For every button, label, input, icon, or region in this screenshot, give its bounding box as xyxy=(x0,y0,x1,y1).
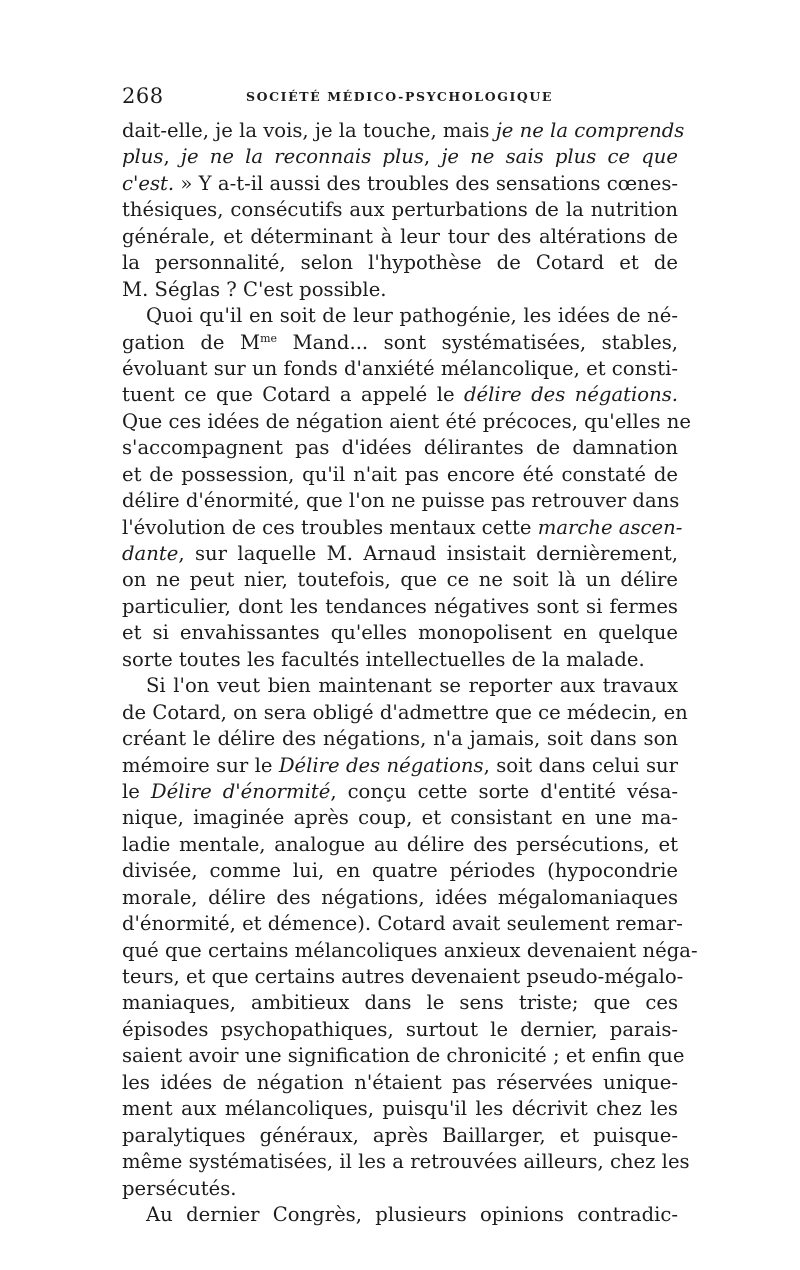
text-segment: gation de M xyxy=(122,330,261,354)
text-segment: mémoire sur le xyxy=(122,753,279,777)
text-line xyxy=(122,224,678,250)
text-segment: générale, et déterminant à leur tour des altérations de xyxy=(122,224,678,248)
text-segment: ment aux mélancoliques, puisqu'il les décrivit chez les xyxy=(122,1097,678,1121)
text-line xyxy=(122,171,678,197)
text-segment: paralytiques généraux, après Baillarger, et puisque- xyxy=(122,1123,678,1147)
text-line xyxy=(122,911,683,937)
italic-text: c'est. xyxy=(122,171,175,195)
text-line xyxy=(122,382,678,408)
text-segment: sorte toutes les facultés intellectuelles de la malade. xyxy=(122,647,645,671)
text-line xyxy=(122,620,678,646)
text-segment: thésiques, consécutifs aux perturbations de la nutrition xyxy=(122,198,678,222)
italic-text: dante xyxy=(122,542,179,565)
book-page xyxy=(122,84,698,1228)
text-segment: , conçu cette sorte d'entité vésa- xyxy=(330,779,679,803)
italic-text: Délire des négations xyxy=(278,753,484,777)
text-line xyxy=(122,964,684,990)
italic-text: je ne la reconnais plus xyxy=(180,145,424,169)
text-segment: , sur laquelle M. Arnaud insistait dernièrement, xyxy=(178,542,678,565)
text-line xyxy=(122,1202,678,1228)
text-line xyxy=(122,700,688,726)
text-line xyxy=(122,462,678,488)
text-line xyxy=(122,144,678,170)
text-line xyxy=(122,1149,690,1175)
text-line xyxy=(122,567,678,593)
text-line xyxy=(122,541,678,567)
text-segment: qué que certains mélancoliques anxieux devenaient néga- xyxy=(122,938,698,962)
text-segment: même systématisées, il les a retrouvées ailleurs, chez les xyxy=(122,1150,690,1174)
text-segment: Que ces idées de négation aient été précoces, qu'elles ne xyxy=(122,409,691,433)
text-segment: délire d'énormité, que l'on ne puisse pas retrouver dans xyxy=(122,489,680,513)
text-segment: la personnalité, selon l'hypothèse de Cotard et de xyxy=(122,251,678,275)
text-segment: ladie mentale, analogue au délire des persécutions, et xyxy=(122,832,678,856)
text-line xyxy=(122,726,678,752)
text-segment: on ne peut nier, toutefois, que ce ne soit là un délire xyxy=(122,568,678,592)
text-line xyxy=(122,832,678,858)
text-segment: Au dernier Congrès, plusieurs opinions contradic- xyxy=(146,1202,678,1226)
text-line xyxy=(122,409,691,435)
text-segment: l'évolution de ces troubles mentaux cette xyxy=(122,515,538,539)
text-segment: créant le délire des négations, n'a jamais, soit dans son xyxy=(122,727,678,751)
text-segment: M. Séglas ? C'est possible. xyxy=(122,277,387,301)
text-line xyxy=(122,647,678,673)
text-line xyxy=(122,990,678,1016)
text-line xyxy=(122,197,678,223)
text-line xyxy=(122,673,678,699)
text-line xyxy=(122,753,678,779)
italic-text: je ne la comprends xyxy=(495,119,685,142)
text-segment: maniaques, ambitieux dans le sens triste; que ces xyxy=(122,991,678,1015)
page-number: 268 xyxy=(122,84,164,108)
italic-text: Délire d'énormité xyxy=(150,779,331,803)
text-segment: , xyxy=(423,145,442,169)
body-text xyxy=(122,118,698,1228)
superscript: me xyxy=(260,331,278,345)
text-segment: , soit dans celui sur xyxy=(483,753,678,777)
text-line xyxy=(122,1096,678,1122)
text-line xyxy=(122,435,678,461)
text-line xyxy=(122,277,678,303)
text-line xyxy=(122,938,698,964)
text-line xyxy=(122,250,678,276)
text-segment: Quoi qu'il en soit de leur pathogénie, les idées de né- xyxy=(146,304,678,328)
italic-text: je ne sais plus ce que xyxy=(441,145,678,169)
text-segment: saient avoir une signification de chronicité ; et enfin que xyxy=(122,1044,685,1068)
text-segment: teurs, et que certains autres devenaient pseudo-mégalo- xyxy=(122,965,684,988)
text-line xyxy=(122,779,678,805)
text-line xyxy=(122,885,678,911)
text-segment: Mand... sont systématisées, stables, xyxy=(277,330,678,354)
text-line xyxy=(122,1123,678,1149)
text-segment: de Cotard, on sera obligé d'admettre que ce médecin, en xyxy=(122,700,688,724)
text-segment: épisodes psychopathiques, surtout le dernier, parais- xyxy=(122,1017,678,1041)
text-line xyxy=(122,805,678,831)
text-line xyxy=(122,330,678,356)
text-segment: morale, délire des négations, idées mégalomaniaques xyxy=(122,885,678,909)
text-line xyxy=(122,488,678,514)
text-line xyxy=(122,1043,685,1069)
text-segment: évoluant sur un fonds d'anxiété mélancolique, et consti- xyxy=(122,356,678,380)
text-line xyxy=(122,1017,678,1043)
text-line xyxy=(122,303,678,329)
text-line xyxy=(122,594,678,620)
text-segment: , xyxy=(163,145,181,169)
text-segment: nique, imaginée après coup, et consistant en une ma- xyxy=(122,806,678,830)
italic-text: plus xyxy=(122,145,164,169)
text-segment: et si envahissantes qu'elles monopolisent en quelque xyxy=(122,621,678,645)
text-segment: Si l'on veut bien maintenant se reporter aux travaux xyxy=(146,674,678,698)
text-segment: le xyxy=(122,779,151,803)
text-segment: divisée, comme lui, en quatre périodes (hypocondrie xyxy=(122,859,678,883)
text-line xyxy=(122,356,678,382)
running-title: SOCIÉTÉ MÉDICO-PSYCHOLOGIQUE xyxy=(246,89,554,104)
text-line xyxy=(122,118,685,144)
text-line xyxy=(122,515,683,541)
text-segment: les idées de négation n'étaient pas réservées unique- xyxy=(122,1070,678,1094)
italic-text: délire des négations. xyxy=(464,383,679,407)
text-segment: » Y a-t-il aussi des troubles des sensations cœnes- xyxy=(174,171,678,195)
running-header xyxy=(122,84,678,110)
text-line xyxy=(122,1176,678,1202)
text-line xyxy=(122,1070,678,1096)
text-segment: et de possession, qu'il n'ait pas encore été constaté de xyxy=(122,462,678,486)
text-segment: persécutés. xyxy=(122,1176,237,1200)
text-line xyxy=(122,858,678,884)
text-segment: d'énormité, et démence). Cotard avait seulement remar- xyxy=(122,912,683,936)
text-segment: dait-elle, je la vois, je la touche, mais xyxy=(122,119,496,142)
text-segment: s'accompagnent pas d'idées délirantes de damnation xyxy=(122,436,678,460)
italic-text: marche ascen- xyxy=(537,515,683,539)
text-segment: particulier, dont les tendances négatives sont si fermes xyxy=(122,594,678,618)
text-segment: tuent ce que Cotard a appelé le xyxy=(122,383,465,407)
